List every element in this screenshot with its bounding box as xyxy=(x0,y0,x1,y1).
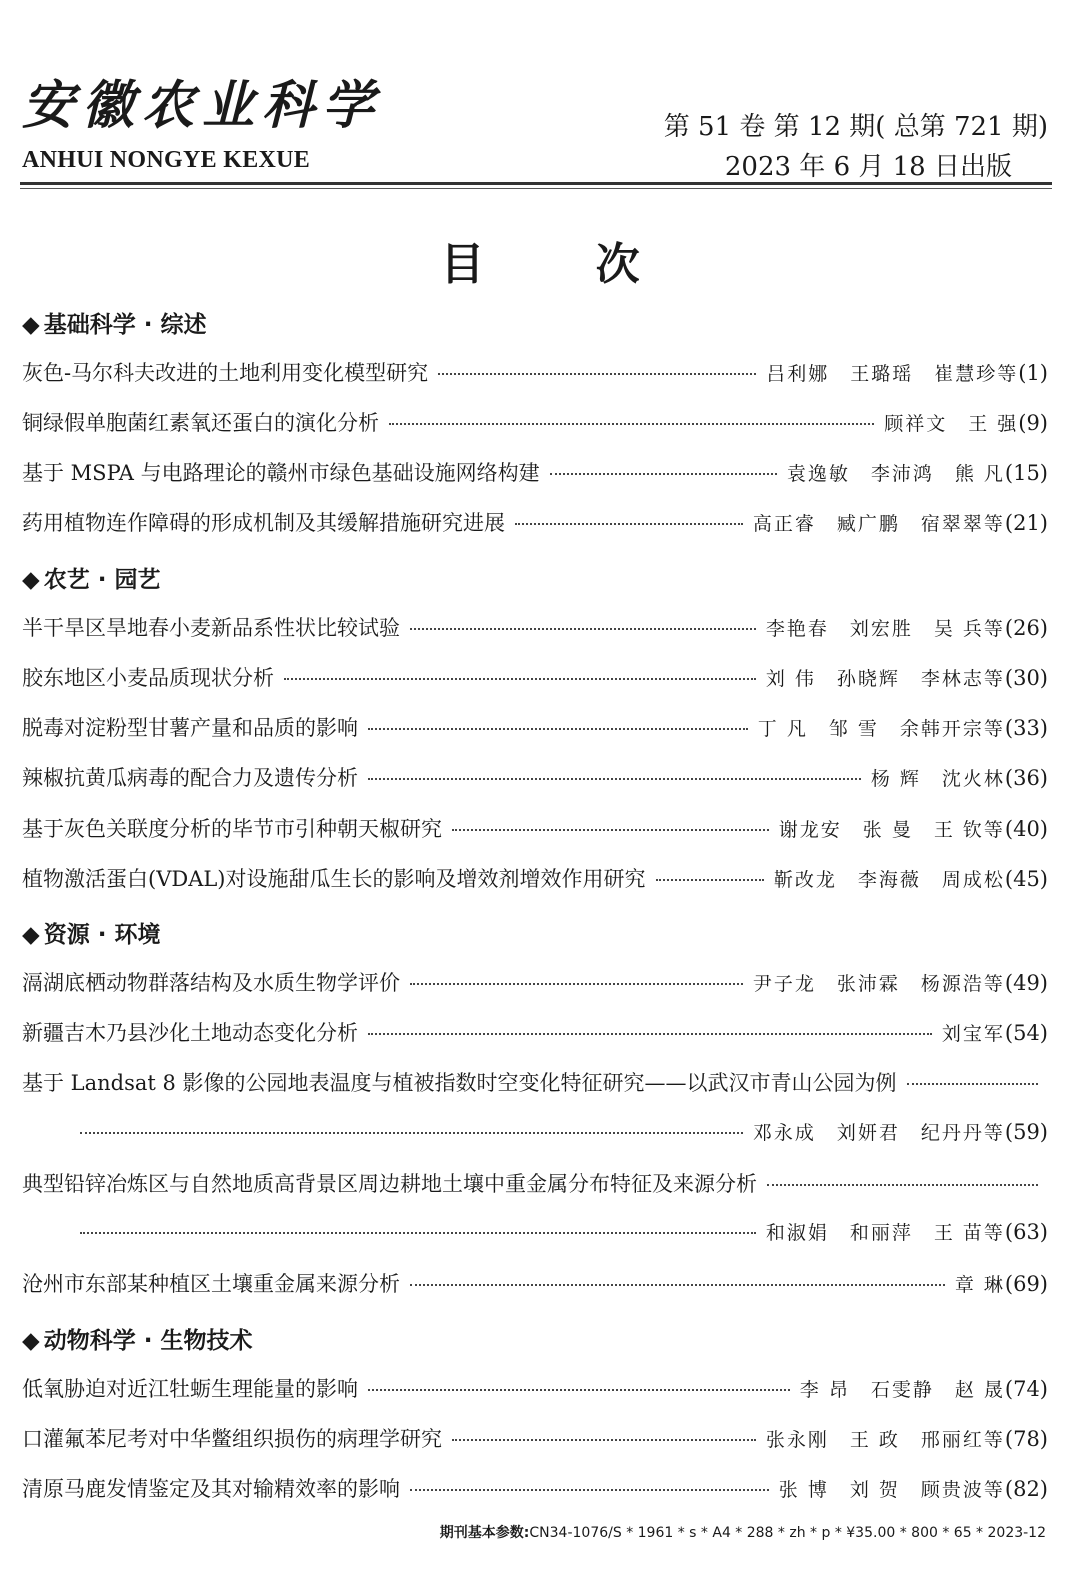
entry-title: 灰色-马尔科夫改进的土地利用变化模型研究 xyxy=(22,361,429,385)
section-heading: ◆ 基础科学 · 综述 xyxy=(22,312,207,338)
toc-entry[interactable] xyxy=(22,712,1048,742)
entry-title: 基于 Landsat 8 影像的公园地表温度与植被指数时空变化特征研究——以武汉市青山公园为例 xyxy=(22,1071,897,1095)
entry-authors: 杨 辉 沈火林 xyxy=(870,768,1005,790)
dot-leader xyxy=(907,1083,1038,1085)
toc-entry[interactable] xyxy=(22,357,1048,387)
entry-authors: 邓永成 刘妍君 纪丹丹等 xyxy=(752,1122,1005,1144)
entry-page: (30) xyxy=(1004,666,1048,690)
diamond-icon: ◆ xyxy=(22,922,40,948)
toc-entry[interactable] xyxy=(22,1423,1048,1453)
entry-authors: 张永刚 王 政 邢丽红等 xyxy=(765,1429,1005,1451)
dot-leader xyxy=(368,1389,790,1391)
entry-title: 滆湖底栖动物群落结构及水质生物学评价 xyxy=(22,971,400,995)
entry-page: (74) xyxy=(1004,1377,1048,1401)
dot-leader xyxy=(515,523,743,525)
dot-leader xyxy=(452,1439,756,1441)
dot-leader xyxy=(284,678,756,680)
toc-entry[interactable] xyxy=(22,1373,1048,1403)
entry-authors: 和淑娟 和丽萍 王 苗等 xyxy=(765,1222,1005,1244)
journal-logo-cn: 安徽农业科学 xyxy=(22,75,383,136)
entry-title: 典型铅锌冶炼区与自然地质高背景区周边耕地土壤中重金属分布特征及来源分析 xyxy=(22,1172,757,1196)
entry-title: 辣椒抗黄瓜病毒的配合力及遗传分析 xyxy=(22,766,358,790)
diamond-icon: ◆ xyxy=(22,312,40,338)
entry-authors: 李艳春 刘宏胜 吴 兵等 xyxy=(765,618,1005,640)
entry-authors: 尹子龙 张沛霖 杨源浩等 xyxy=(752,973,1005,995)
parameters-label: 期刊基本参数: xyxy=(439,1525,530,1541)
entry-authors: 张 博 刘 贺 顾贵波等 xyxy=(778,1479,1005,1501)
entry-page: (1) xyxy=(1018,361,1048,385)
toc-entry[interactable] xyxy=(22,1168,1048,1198)
toc-entry[interactable] xyxy=(22,1017,1048,1047)
entry-page: (54) xyxy=(1004,1021,1048,1045)
entry-authors: 高正睿 臧广鹏 宿翠翠等 xyxy=(752,513,1005,535)
section-heading: ◆ 动物科学 · 生物技术 xyxy=(22,1328,253,1354)
entry-title: 药用植物连作障碍的形成机制及其缓解措施研究进展 xyxy=(22,511,505,535)
entry-page: (69) xyxy=(1004,1272,1048,1296)
header-rule-thick xyxy=(20,182,1052,185)
dot-leader xyxy=(80,1232,756,1234)
journal-name-en: ANHUI NONGYE KEXUE xyxy=(22,147,311,173)
entry-title: 口灌氟苯尼考对中华鳖组织损伤的病理学研究 xyxy=(22,1427,442,1451)
dot-leader xyxy=(410,1284,945,1286)
dot-leader xyxy=(368,728,748,730)
toc-entry[interactable] xyxy=(22,1473,1048,1503)
section-heading: ◆ 农艺 · 园艺 xyxy=(22,567,161,593)
entry-page: (26) xyxy=(1004,616,1048,640)
diamond-icon: ◆ xyxy=(22,1328,40,1354)
dot-leader xyxy=(452,829,769,831)
toc-entry[interactable] xyxy=(22,1268,1048,1298)
entry-title: 植物激活蛋白(VDAL)对设施甜瓜生长的影响及增效剂增效作用研究 xyxy=(22,867,646,891)
entry-page: (63) xyxy=(1004,1220,1048,1244)
entry-page: (33) xyxy=(1004,716,1048,740)
entry-page: (36) xyxy=(1004,766,1048,790)
entry-authors: 吕利娜 王璐瑶 崔慧珍等 xyxy=(766,363,1019,385)
parameters-text: CN34-1076/S * 1961 * s * A4 * 288 * zh * p * ¥35.00 * 800 * 65 * 2023-12 xyxy=(529,1525,1046,1541)
dot-leader xyxy=(410,983,743,985)
entry-page: (15) xyxy=(1004,461,1048,485)
entry-page: (82) xyxy=(1004,1477,1048,1501)
journal-parameters xyxy=(440,1522,1046,1542)
entry-page: (40) xyxy=(1004,817,1048,841)
toc-entry-continuation[interactable] xyxy=(70,1218,1048,1248)
entry-title: 胶东地区小麦品质现状分析 xyxy=(22,666,274,690)
dot-leader xyxy=(80,1132,743,1134)
diamond-icon: ◆ xyxy=(22,567,40,593)
entry-page: (21) xyxy=(1004,511,1048,535)
dot-leader xyxy=(767,1184,1038,1186)
toc-entry[interactable] xyxy=(22,1067,1048,1097)
entry-title: 半干旱区旱地春小麦新品系性状比较试验 xyxy=(22,616,400,640)
entry-authors: 袁逸敏 李沛鸿 熊 凡 xyxy=(786,463,1005,485)
toc-title: 目 次 xyxy=(440,239,688,290)
dot-leader xyxy=(368,778,861,780)
entry-title: 沧州市东部某种植区土壤重金属来源分析 xyxy=(22,1272,400,1296)
toc-entry[interactable] xyxy=(22,813,1048,843)
dot-leader xyxy=(410,1489,769,1491)
dot-leader xyxy=(368,1033,932,1035)
header-rule-thin xyxy=(20,188,1052,189)
toc-entry[interactable] xyxy=(22,662,1048,692)
entry-title: 基于灰色关联度分析的毕节市引种朝天椒研究 xyxy=(22,817,442,841)
issue-info: 第 51 卷 第 12 期( 总第 721 期) xyxy=(663,112,1048,142)
entry-page: (9) xyxy=(1018,411,1048,435)
entry-title: 新疆吉木乃县沙化土地动态变化分析 xyxy=(22,1021,358,1045)
dot-leader xyxy=(438,373,756,375)
entry-authors: 章 琳 xyxy=(954,1274,1005,1296)
entry-title: 铜绿假单胞菌红素氧还蛋白的演化分析 xyxy=(22,411,379,435)
toc-entry[interactable] xyxy=(22,762,1048,792)
entry-page: (45) xyxy=(1004,867,1048,891)
entry-page: (78) xyxy=(1004,1427,1048,1451)
entry-page: (59) xyxy=(1004,1120,1048,1144)
section-heading: ◆ 资源 · 环境 xyxy=(22,922,161,948)
entry-title: 清原马鹿发情鉴定及其对输精效率的影响 xyxy=(22,1477,400,1501)
entry-authors: 顾祥文 王 强 xyxy=(884,413,1019,435)
entry-authors: 刘宝军 xyxy=(941,1023,1005,1045)
toc-entry[interactable] xyxy=(22,967,1048,997)
publish-date: 2023 年 6 月 18 日出版 xyxy=(724,152,1012,182)
entry-authors: 丁 凡 邹 雪 余韩开宗等 xyxy=(757,718,1005,740)
toc-entry-continuation[interactable] xyxy=(70,1118,1048,1148)
toc-entry[interactable] xyxy=(22,507,1048,537)
toc-entry[interactable] xyxy=(22,612,1048,642)
entry-title: 基于 MSPA 与电路理论的赣州市绿色基础设施网络构建 xyxy=(22,461,540,485)
entry-title: 低氧胁迫对近江牡蛎生理能量的影响 xyxy=(22,1377,358,1401)
entry-authors: 谢龙安 张 曼 王 钦等 xyxy=(778,819,1005,841)
entry-page: (49) xyxy=(1004,971,1048,995)
dot-leader xyxy=(410,628,756,630)
entry-authors: 李 昂 石雯静 赵 晟 xyxy=(799,1379,1005,1401)
entry-title: 脱毒对淀粉型甘薯产量和品质的影响 xyxy=(22,716,358,740)
dot-leader xyxy=(550,473,777,475)
toc-entry[interactable] xyxy=(22,407,1048,437)
entry-authors: 靳改龙 李海薇 周成松 xyxy=(773,869,1005,891)
dot-leader xyxy=(656,879,764,881)
entry-authors: 刘 伟 孙晓辉 李林志等 xyxy=(765,668,1005,690)
toc-entry[interactable] xyxy=(22,457,1048,487)
toc-entry[interactable] xyxy=(22,863,1048,893)
dot-leader xyxy=(389,423,874,425)
